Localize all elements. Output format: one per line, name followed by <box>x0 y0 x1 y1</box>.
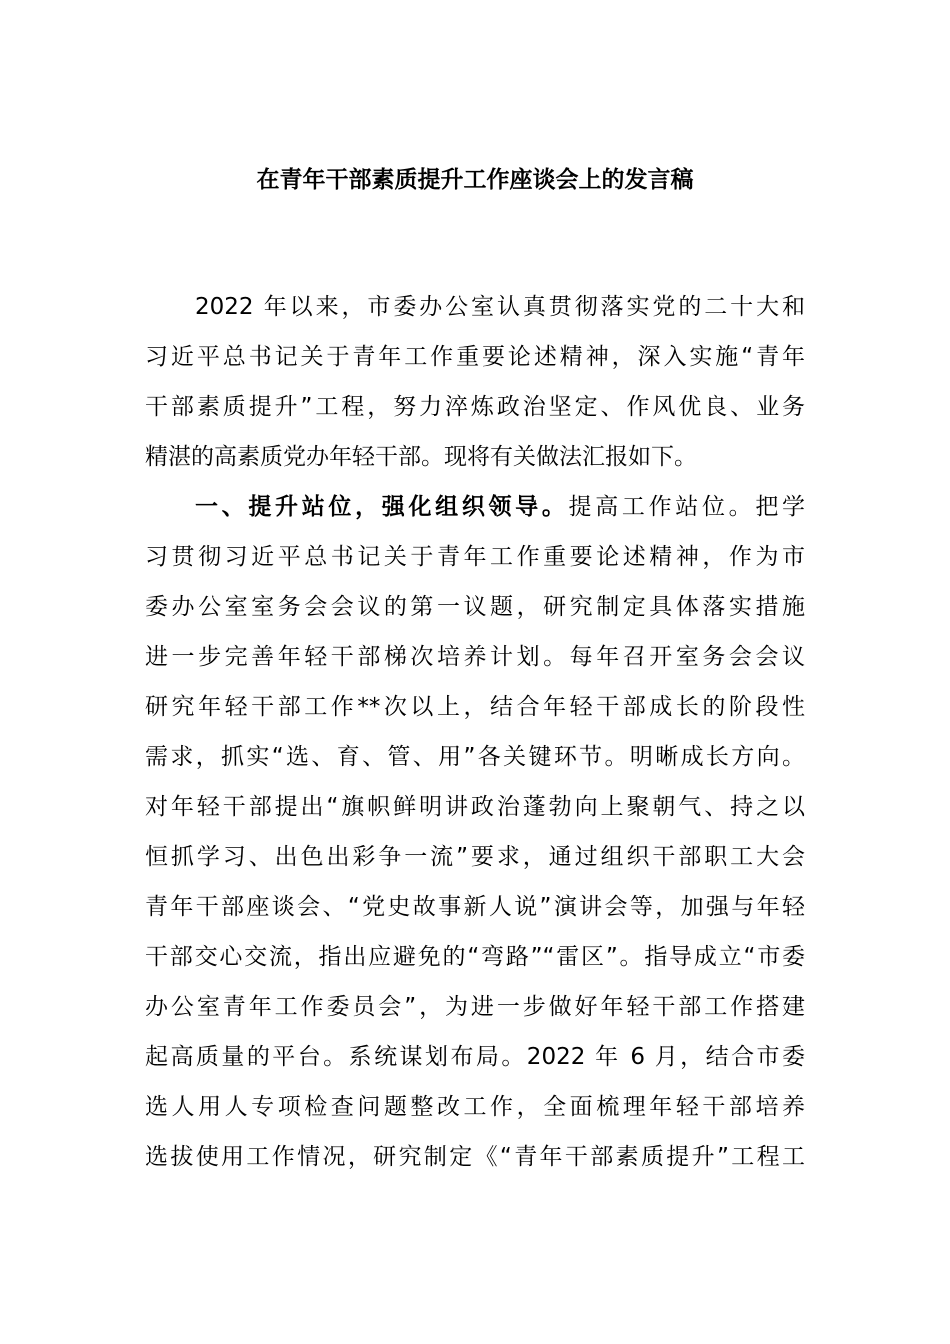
text-line: 选人用人专项检查问题整改工作，全面梳理年轻干部培养 <box>145 1094 805 1120</box>
document-title: 在青年干部素质提升工作座谈会上的发言稿 <box>256 167 694 193</box>
paragraph-section-one <box>145 482 805 1182</box>
text-line: 恒抓学习、出色出彩争一流”要求，通过组织干部职工大会 <box>145 844 805 870</box>
text-line: 需求，抓实“选、育、管、用”各关键环节。明晰成长方向。 <box>145 744 805 770</box>
text-line: 精湛的高素质党办年轻干部。现将有关做法汇报如下。 <box>145 444 697 470</box>
document-body <box>145 282 805 1182</box>
text-line: 研究年轻干部工作**次以上，结合年轻干部成长的阶段性 <box>145 694 805 720</box>
text-line: 进一步完善年轻干部梯次培养计划。每年召开室务会会议 <box>145 644 805 670</box>
text-line: 青年干部座谈会、“党史故事新人说”演讲会等，加强与年轻 <box>145 894 805 920</box>
text-line: 委办公室室务会会议的第一议题，研究制定具体落实措施 <box>145 594 805 620</box>
text-line: 对年轻干部提出“旗帜鲜明讲政治蓬勃向上聚朝气、持之以 <box>145 794 805 820</box>
text-line: 办公室青年工作委员会”，为进一步做好年轻干部工作搭建 <box>145 994 805 1020</box>
text-line: 2022 年以来，市委办公室认真贯彻落实党的二十大和 <box>195 294 805 320</box>
section-heading: 一、提升站位，强化组织领导。 <box>195 494 569 520</box>
text-line: 干部交心交流，指出应避免的“弯路”“雷区”。指导成立“市委 <box>145 944 805 970</box>
text-line: 习贯彻习近平总书记关于青年工作重要论述精神，作为市 <box>145 544 805 570</box>
text-line: 选拔使用工作情况，研究制定《“青年干部素质提升”工程工 <box>145 1144 805 1170</box>
paragraph-intro <box>145 282 805 482</box>
section-first-line <box>145 482 805 532</box>
section-first-line-text: 提高工作站位。把学 <box>568 494 806 520</box>
text-line: 起高质量的平台。系统谋划布局。2022 年 6 月，结合市委 <box>145 1044 805 1070</box>
text-line: 干部素质提升”工程，努力淬炼政治坚定、作风优良、业务 <box>145 394 805 420</box>
text-line: 习近平总书记关于青年工作重要论述精神，深入实施“青年 <box>145 344 805 370</box>
